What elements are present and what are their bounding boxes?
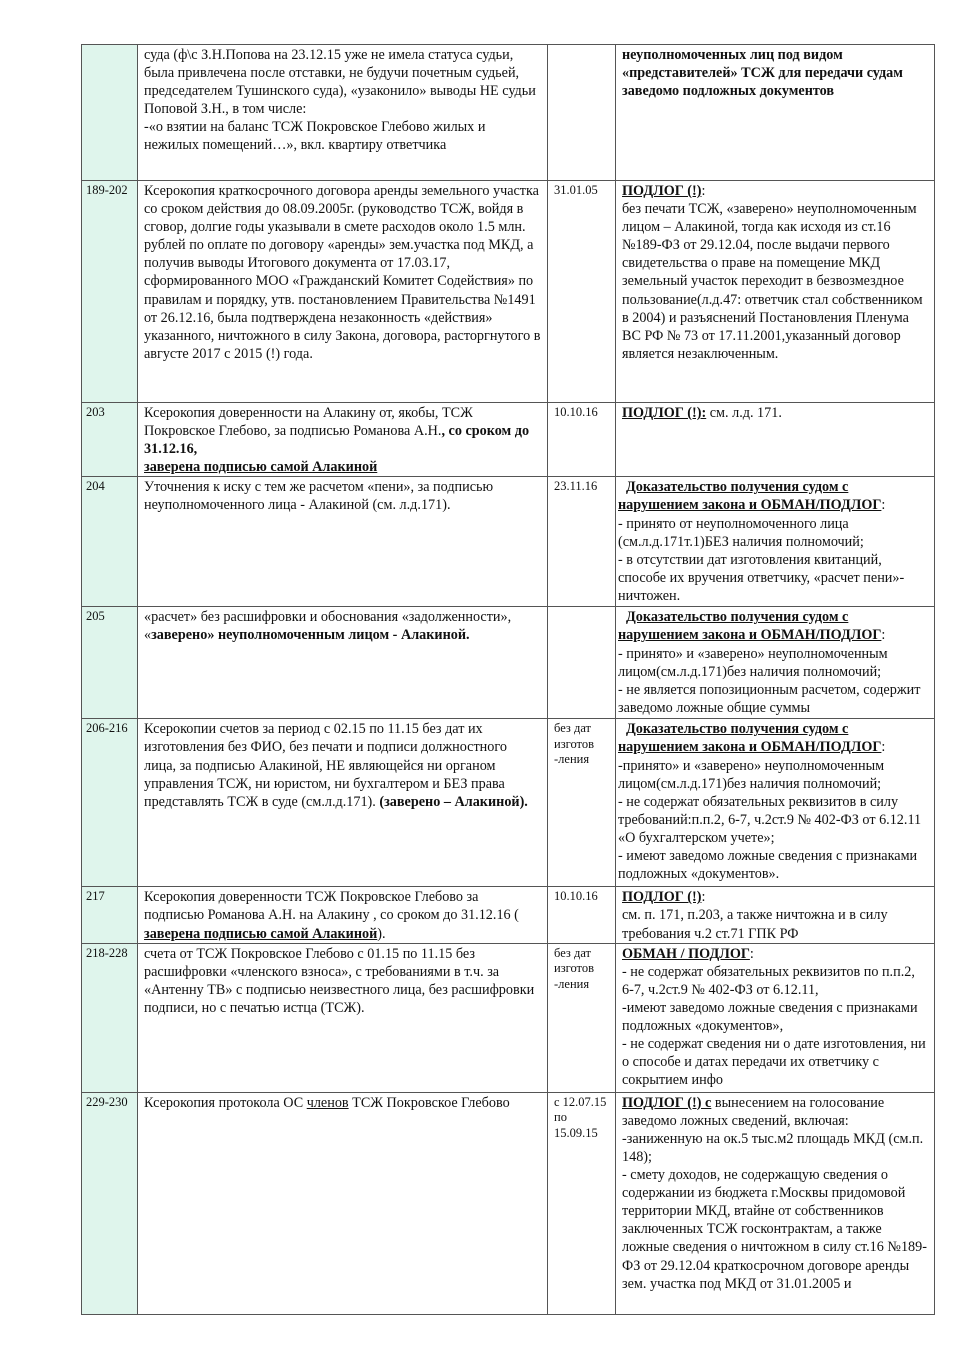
description-text: счета от ТСЖ Покровское Глебово с 01.15 по 11.15 без расшифровки «членского взноса», с требованиями в т.ч. за «Антенну ТВ» с подписью неизвестного лица, без расшифровки подписи, но с печатью истца (ТСЖ). <box>144 945 535 1016</box>
row-number-cell: 229-230 <box>82 1092 138 1314</box>
note-text: -имеют заведомо ложные сведения с признаками подложных «документов», <box>622 999 918 1035</box>
note-cell <box>616 181 935 403</box>
description-emphasis: » неуполномоченным лицом - Алакиной. <box>207 627 470 644</box>
date-cell: 31.01.05 <box>548 181 616 403</box>
description-text: Ксерокопия доверенности на Алакину от, якобы, ТСЖ Покровское Глебово, за подписью Романова А.Н. <box>144 405 473 440</box>
note-text: - смету доходов, не содержащую сведения о содержании из бюджета г.Москвы придомовой территории МКД, втайне от собственников заключенных ТСЖ госконтрактам, а также ложные сведения о ничтожном в силу ст.16 №189-ФЗ от 29.12.04 краткосрочном договоре аренды зем. участка под МКД от 31.01.2005 и <box>622 1167 927 1292</box>
description-underlined: членов <box>306 1094 349 1111</box>
description-text: ). <box>377 925 386 942</box>
note-heading-tail: : <box>881 627 886 644</box>
note-text: - имеют заведомо ложные сведения с признаками подложных «документов». <box>618 848 918 883</box>
table-row <box>82 181 935 403</box>
description-text: Ксерокопии счетов за период с 02.15 по 11.15 без дат их изготовления без ФИО, без печати и подписи должностного лица, за подписью Алакиной, НЕ являющейся ни органом управления ТСЖ, ни юристом, ни бухгалтером и БЕЗ права представлять ТСЖ в суде (см.л.д.171). <box>144 721 507 810</box>
note-heading-tail: : <box>881 497 886 514</box>
description-emphasis: (заверено – Алакиной). <box>375 793 528 810</box>
table-row <box>82 45 935 181</box>
description-text: -«о взятии на баланс ТСЖ Покровское Глебово жилых и нежилых помещений…», вкл. квартиру ответчика <box>144 119 486 154</box>
date-cell: 10.10.16 <box>548 403 616 477</box>
table-row <box>82 943 935 1092</box>
note-heading: ПОДЛОГ (!) <box>622 183 702 199</box>
description-text: суда (ф\с З.Н.Попова на 23.12.15 уже не имела статуса судьи, была привлечена после отставки, не будучи почетным судьей, председателем Тушинского суда), «узаконило» выводы НЕ судьи Поповой З.Н., в том числе: <box>144 47 536 118</box>
description-cell <box>138 403 548 477</box>
description-text: Ксерокопия протокола ОС <box>144 1094 307 1111</box>
note-text: без печати ТСЖ, «заверено» неуполномоченным лицом – Алакиной, тогда как исходя из ст.16 №189-ФЗ от 29.12.04, после выдачи первого свидетельства о праве на помещение МКД земельный участок переходит в безвозмездное пользование(л.д.47: ответчик стал собственником в 2004) и разъяснений Постановления Пленума ВС РФ № 73 от 17.11.2001,указанный договор является незаключенным. <box>622 201 923 362</box>
note-cell <box>616 477 935 607</box>
note-text: см. л.д. 171. <box>706 405 782 421</box>
note-heading-tail: : <box>881 739 886 756</box>
note-heading: ПОДЛОГ (!) <box>622 889 702 906</box>
row-number-cell: 217 <box>82 887 138 943</box>
description-cell <box>138 943 548 1092</box>
note-heading: Доказательство получения судом с нарушением закона и ОБМАН/ПОДЛОГ <box>618 609 882 644</box>
description-text: Ксерокопия доверенности ТСЖ Покровское Глебово за подписью Романова А.Н. на Алакину , со сроком до 31.12.16 ( <box>144 889 519 924</box>
note-text: - принято от неуполномоченного лица (см.л.д.171т.1)БЕЗ наличия полномочий; <box>618 515 864 550</box>
note-cell <box>616 719 935 887</box>
row-number-cell: 204 <box>82 477 138 607</box>
note-cell <box>616 607 935 719</box>
row-number-cell: 206-216 <box>82 719 138 887</box>
document-table <box>81 44 935 1315</box>
description-emphasis: заверена подписью самой Алакиной <box>144 925 378 942</box>
description-text: «расчет» без расшифровки и обоснования «задолженности», « <box>144 609 512 644</box>
note-heading: Доказательство получения судом с нарушением закона и ОБМАН/ПОДЛОГ <box>618 479 882 514</box>
description-text: , со сроком до 31.12.16, <box>144 423 530 458</box>
note-text: см. п. 171, п.203, а также ничтожна и в силу требования ч.2 ст.71 ГПК РФ <box>622 907 888 942</box>
note-cell <box>616 887 935 943</box>
table-row <box>82 1092 935 1314</box>
note-cell <box>616 45 935 181</box>
description-cell <box>138 719 548 887</box>
note-text: -принято» и «заверено» неуполномоченным лицом(см.л.д.171)без наличия полномочий; <box>618 757 885 792</box>
note-text: - не содержат обязательных реквизитов по п.п.2, 6-7, ч.2ст.9 № 402-ФЗ от 6.12.11, <box>622 963 915 998</box>
table-row <box>82 719 935 887</box>
note-text: неуполномоченных лиц под видом «представителей» ТСЖ для передачи судам заведомо подложных документов <box>622 47 903 100</box>
description-cell <box>138 607 548 719</box>
description-cell <box>138 45 548 181</box>
date-cell: с 12.07.15 по 15.09.15 <box>548 1092 616 1314</box>
description-text: Уточнения к иску с тем же расчетом «пени», за подписью неуполномоченного лица - Алакиной (см. л.д.171). <box>144 479 494 514</box>
note-heading-tail: : <box>701 889 706 906</box>
date-cell <box>548 45 616 181</box>
note-cell <box>616 943 935 1092</box>
row-number-cell: 189-202 <box>82 181 138 403</box>
description-text: ТСЖ Покровское Глебово <box>348 1094 510 1111</box>
note-heading: ПОДЛОГ (!): <box>622 405 707 421</box>
note-cell <box>616 1092 935 1314</box>
note-text: - не содержат сведения ни о дате изготовления, ни о способе и датах передачи их ответчику с сокрытием инфо <box>622 1036 926 1089</box>
date-cell <box>548 607 616 719</box>
date-cell: без дат изготов -ления <box>548 719 616 887</box>
note-text: - не содержат обязательных реквизитов в силу требований:п.п.2, 6-7, ч.2ст.9 № 402-ФЗ от 6.12.11 «О бухгалтерском учете»; <box>618 793 922 846</box>
row-number-cell: 205 <box>82 607 138 719</box>
description-cell <box>138 181 548 403</box>
description-cell <box>138 887 548 943</box>
row-number-cell: 203 <box>82 403 138 477</box>
note-heading: Доказательство получения судом с нарушением закона и ОБМАН/ПОДЛОГ <box>618 721 882 756</box>
date-cell: 10.10.16 <box>548 887 616 943</box>
table-row <box>82 607 935 719</box>
note-text: - не является попозиционным расчетом, содержит заведомо ложные общие суммы <box>618 681 921 716</box>
note-heading: ОБМАН / ПОДЛОГ <box>622 945 750 962</box>
note-heading: ПОДЛОГ (!) с <box>622 1094 712 1111</box>
date-cell: 23.11.16 <box>548 477 616 607</box>
note-cell <box>616 403 935 477</box>
row-number-cell <box>82 45 138 181</box>
description-emphasis: заверена подписью самой Алакиной <box>144 459 378 476</box>
table-row <box>82 477 935 607</box>
description-cell <box>138 1092 548 1314</box>
date-cell: без дат изготов -ления <box>548 943 616 1092</box>
note-text: - в отсутствии дат изготовления квитанций, способе их вручения ответчику, «расчет пени»- ничтожен. <box>618 551 905 604</box>
row-number-cell: 218-228 <box>82 943 138 1092</box>
note-text: - принято» и «заверено» неуполномоченным лицом(см.л.д.171)без наличия полномочий; <box>618 645 888 680</box>
description-text: Ксерокопия краткосрочного договора аренды земельного участка со сроком действия до 08.09.2005г. (руководство ТСЖ, войдя в сговор, долгие годы указывали в смете расходов около 1.5 млн. рублей по оплате по договору «аренды» зем.участка под МКД, а получив выводы Итогового документа от 17.03.17, сформированного МОО «Гражданский Комитет Содействия» по правилам и порядку, утв. постановлением Правительства №1491 от 26.12.16, была подтверждена незаконность «действия» указанного, ничтожного в силу Закона, договора, расторгнутого в августе 2017 с 2015 (!) года. <box>144 183 541 362</box>
description-emphasis: заверено <box>151 627 208 644</box>
description-cell <box>138 477 548 607</box>
note-heading-tail: вынесением на голосование заведомо ложных сведений, включая: <box>622 1094 885 1129</box>
note-heading-tail: : <box>749 945 754 962</box>
note-heading-tail: : <box>701 183 706 199</box>
note-text: -заниженную на ок.5 тыс.м2 площадь МКД (см.п. 148); <box>622 1130 924 1165</box>
table-row <box>82 403 935 477</box>
table-row <box>82 887 935 943</box>
